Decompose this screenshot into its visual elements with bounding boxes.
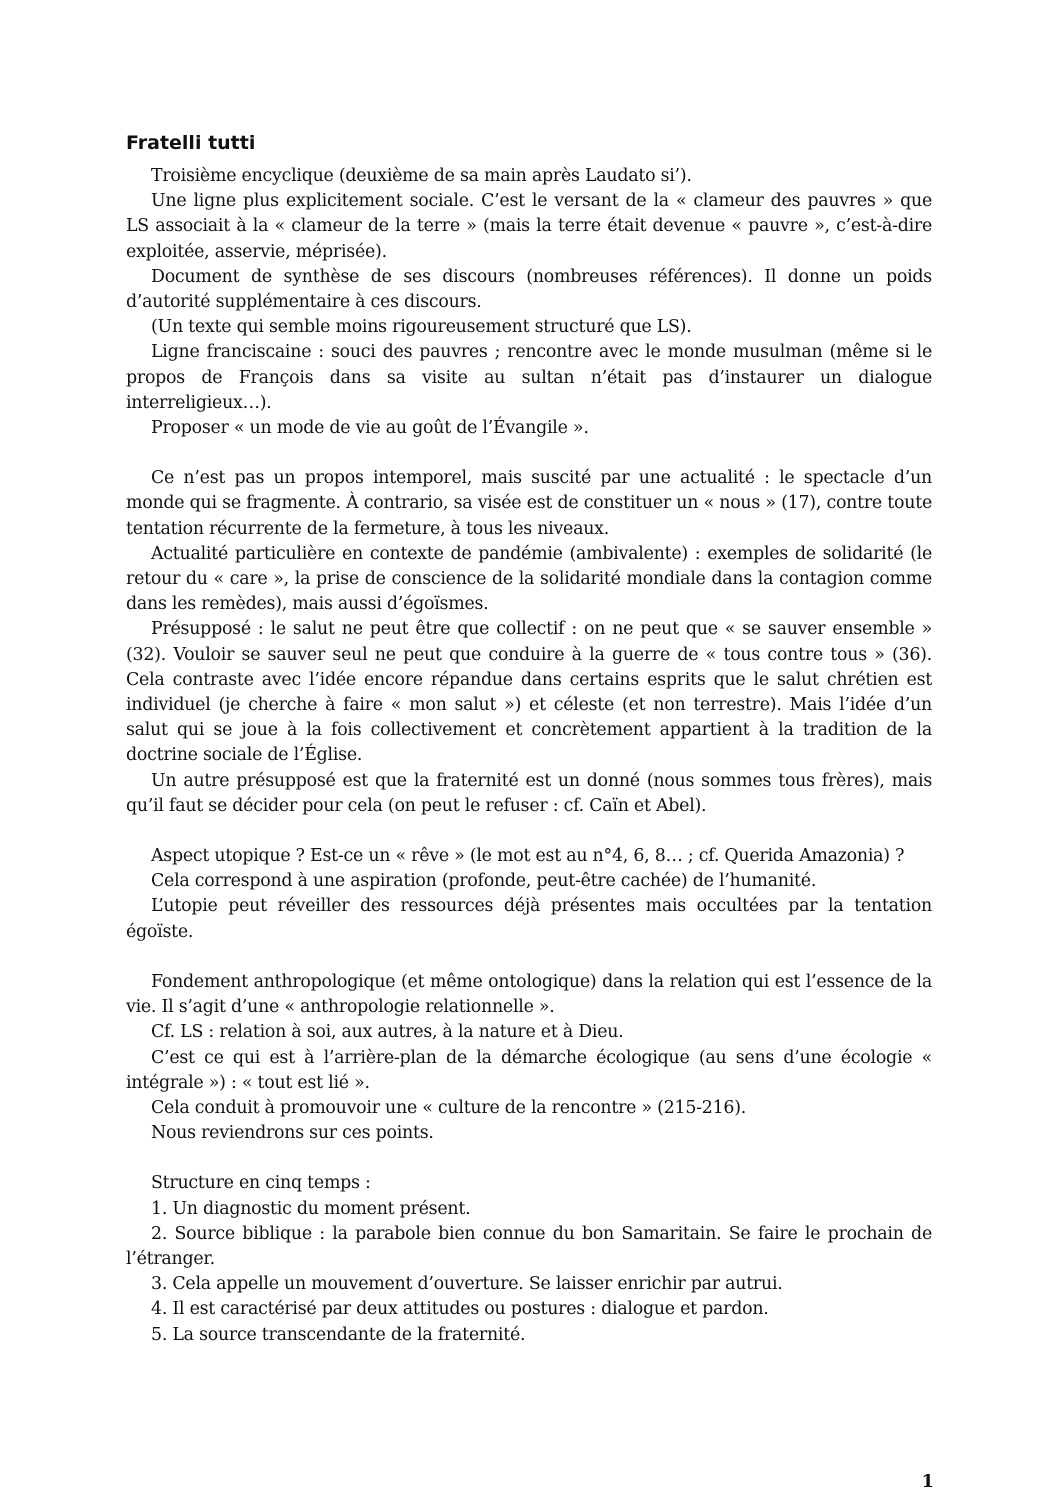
- paragraph: Ligne franciscaine : souci des pauvres ; rencontre avec le monde musulman (même si le propos de François dans sa visite au sultan n’était pas d’instaurer un dialogue interreligieux…).: [126, 342, 932, 413]
- paragraph: Proposer « un mode de vie au goût de l’Évangile ».: [151, 418, 589, 439]
- section-gap: [126, 1146, 932, 1171]
- document-title: Fratelli tutti: [126, 132, 256, 154]
- section-gap: [126, 441, 932, 466]
- paragraph: Une ligne plus explicitement sociale. C’est le versant de la « clameur des pauvres » que LS associait à la « clameur de la terre » (mais la terre était devenue « pauvre », c’est-à-dire exploitée, asservie, méprisée).: [126, 191, 932, 262]
- paragraph: Cela correspond à une aspiration (profonde, peut-être cachée) de l’humanité.: [151, 871, 817, 892]
- list-item: 3. Cela appelle un mouvement d’ouverture. Se laisser enrichir par autrui.: [151, 1274, 783, 1295]
- paragraph: Structure en cinq temps :: [151, 1173, 371, 1194]
- section-fondement: [126, 970, 932, 1146]
- paragraph: Troisième encyclique (deuxième de sa main après Laudato si’).: [151, 166, 692, 186]
- paragraph: Nous reviendrons sur ces points.: [151, 1123, 434, 1144]
- list-item: 2. Source biblique : la parabole bien connue du bon Samaritain. Se faire le prochain de l’étranger.: [126, 1223, 932, 1269]
- section-gap: [126, 819, 932, 844]
- page-content: [126, 130, 932, 1348]
- paragraph: Présupposé : le salut ne peut être que collectif : on ne peut que « se sauver ensemble » (32). Vouloir se sauver seul ne peut que conduire à la guerre de « tous contre tous » (36). Cela contraste avec l’idée encore répandue dans certains esprits que le salut chrétien est individuel (je cherche à faire « mon salut ») et céleste (et non terrestre). Mais l’idée d’un salut qui se joue à la fois collectivement et concrètement appartient à la tradition de la doctrine sociale de l’Église.: [126, 619, 932, 766]
- section-introduction: [126, 164, 932, 441]
- section-structure: [126, 1171, 932, 1347]
- list-item: 1. Un diagnostic du moment présent.: [151, 1198, 471, 1219]
- paragraph: Cela conduit à promouvoir une « culture de la rencontre » (215-216).: [151, 1097, 747, 1118]
- paragraph: (Un texte qui semble moins rigoureusement structuré que LS).: [151, 317, 692, 338]
- paragraph: Fondement anthropologique (et même ontologique) dans la relation qui est l’essence de la vie. Il s’agit d’une « anthropologie relationnelle ».: [126, 971, 932, 1018]
- paragraph: C’est ce qui est à l’arrière-plan de la démarche écologique (au sens d’une écologie « intégrale ») : « tout est lié ».: [126, 1047, 932, 1093]
- page-number: 1: [921, 1471, 934, 1492]
- section-utopie: [126, 844, 932, 945]
- list-item: 4. Il est caractérisé par deux attitudes ou postures : dialogue et pardon.: [151, 1299, 769, 1320]
- section-gap: [126, 945, 932, 970]
- list-item: 5. La source transcendante de la fraternité.: [151, 1324, 526, 1345]
- paragraph: Ce n’est pas un propos intemporel, mais suscité par une actualité : le spectacle d’un monde qui se fragmente. À contrario, sa visée est de constituer un « nous » (17), contre toute tentation récurrente de la fermeture, à tous les niveaux.: [126, 468, 932, 539]
- paragraph: Actualité particulière en contexte de pandémie (ambivalente) : exemples de solidarité (le retour du « care », la prise de conscience de la solidarité mondiale dans la contagion comme dans les remèdes), mais aussi d’égoïsmes.: [126, 543, 932, 615]
- paragraph: Document de synthèse de ses discours (nombreuses références). Il donne un poids d’autorité supplémentaire à ces discours.: [126, 266, 932, 313]
- paragraph: Cf. LS : relation à soi, aux autres, à la nature et à Dieu.: [151, 1022, 624, 1043]
- paragraph: L’utopie peut réveiller des ressources déjà présentes mais occultées par la tentation égoïste.: [126, 896, 932, 942]
- paragraph: Aspect utopique ? Est-ce un « rêve » (le mot est au n°4, 6, 8… ; cf. Querida Amazonia) ?: [151, 846, 905, 867]
- section-actualite: [126, 466, 932, 819]
- paragraph: Un autre présupposé est que la fraternité est un donné (nous sommes tous frères), mais qu’il faut se décider pour cela (on peut le refuser : cf. Caïn et Abel).: [126, 770, 932, 816]
